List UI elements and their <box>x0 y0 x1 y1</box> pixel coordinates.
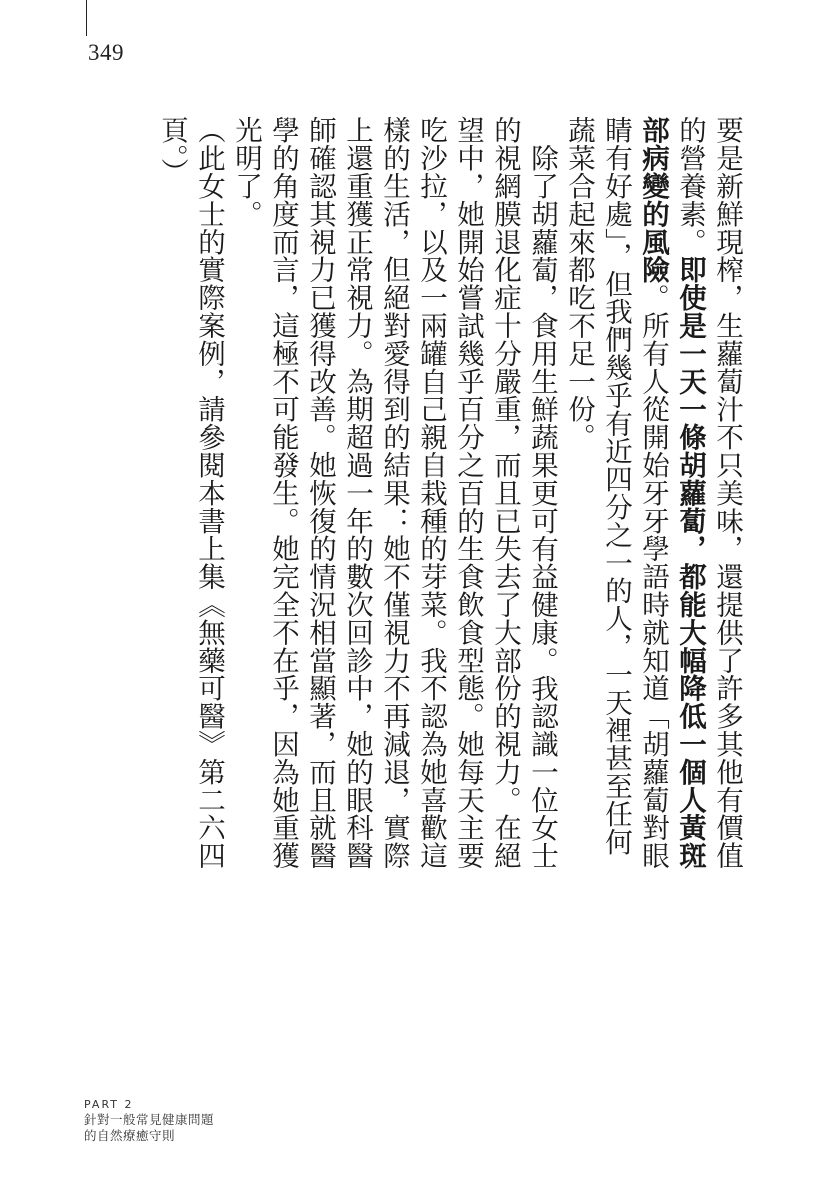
paragraph-1-emphasis: 即使是一天一條胡蘿蔔，都能大幅降低一個人黃斑部病變的風險 <box>637 116 706 870</box>
footer-title-line-1: 針對一般常見健康問題 <box>84 1112 215 1127</box>
page-number: 349 <box>88 40 124 65</box>
body-text <box>156 116 745 876</box>
paragraph-3: （此女士的實際案例，請參閱本書上集《無藥可醫》第二六四頁。） <box>156 116 225 870</box>
footer-title-line-2: 的自然療癒守則 <box>84 1128 176 1143</box>
paragraph-1-text-c: 。所有人從開始牙牙學語時就知道「胡蘿蔔對眼睛有好處」，但我們幾乎有近四分之一的人，一天裡甚至任何蔬菜合起來都吃不足一份。 <box>563 116 669 870</box>
header-rule <box>86 0 87 36</box>
paragraph-2: 除了胡蘿蔔，食用生鮮蔬果更可有益健康。我認識一位女士的視網膜退化症十分嚴重，而且已失去了大部份的視力。在絕望中，她開始嘗試幾乎百分之百的生食飲食型態。她每天主要吃沙拉，以及一兩罐自己親自栽種的芽菜。我不認為她喜歡這樣的生活，但絕對愛得到的結果：她不僅視力不再減退，實際上還重獲正常視力。為期超過一年的數次回診中，她的眼科醫師確認其視力已獲得改善。她恢復的情況相當顯著，而且就醫學的角度而言，這極不可能發生。她完全不在乎，因為她重獲光明了。 <box>230 116 558 870</box>
running-footer <box>84 1098 214 1144</box>
paragraph-1-text-a: 要是新鮮現榨，生蘿蔔汁不只美味，還提供了許多其他有價值的營養素。 <box>674 116 743 870</box>
paragraph-1 <box>560 116 745 876</box>
footer-part-label: PART 2 <box>84 1098 134 1111</box>
